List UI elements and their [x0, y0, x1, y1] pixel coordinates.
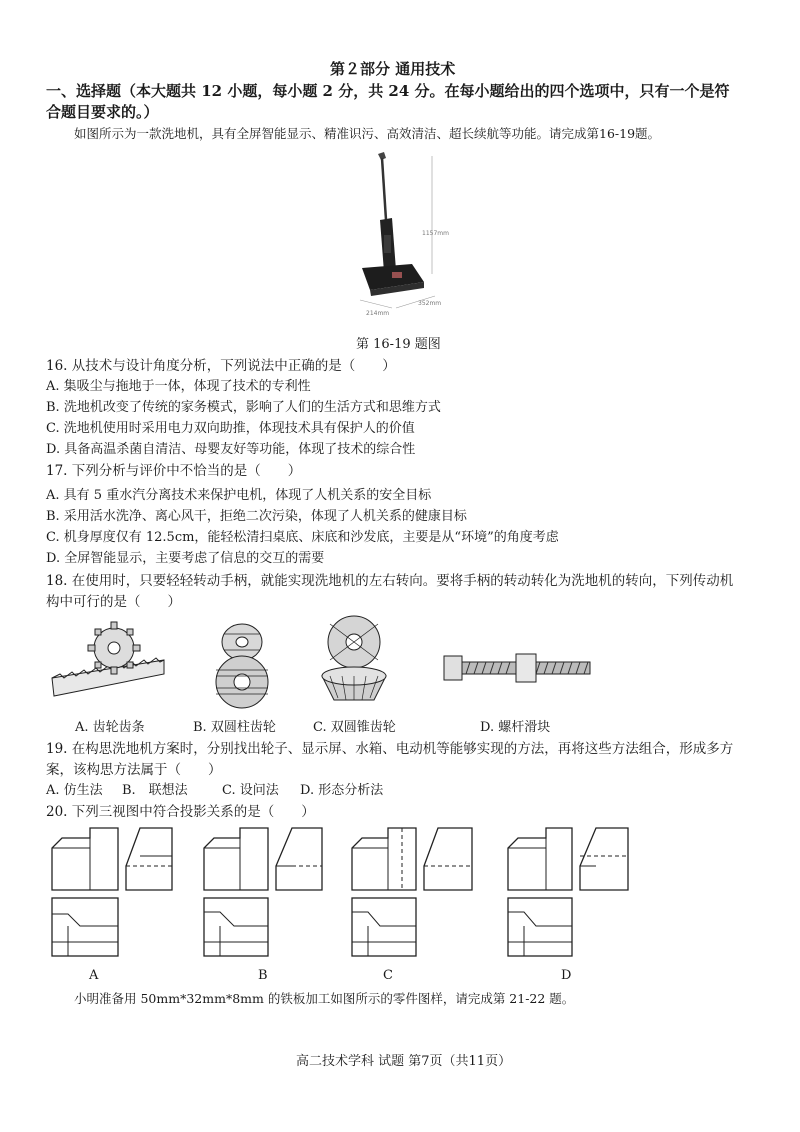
bevel-gears-figure [312, 612, 396, 708]
q18-option-d: D. 螺杆滑块 [480, 720, 551, 735]
intro-text: 如图所示为一款洗地机，具有全屏智能显示、精准识污、高效清洁、超长续航等功能。请完成第16-19题。 [74, 126, 661, 141]
q16-option-b: B. 洗地机改变了传统的家务模式，影响了人们的生活方式和思维方式 [46, 400, 441, 415]
q19-stem-line2: 案，该构思方法属于（ ） [46, 762, 222, 778]
q16-stem: 16. 从技术与设计角度分析，下列说法中正确的是（ ） [46, 358, 396, 374]
dim-height-label: 1157mm [422, 230, 449, 237]
three-view-option-a [52, 828, 172, 956]
three-view-option-d [508, 828, 628, 956]
q16-option-d: D. 具备高温杀菌自清洁、母婴友好等功能，体现了技术的综合性 [46, 442, 416, 457]
page-footer: 高二技术学科 试题 第7页（共11页） [296, 1054, 512, 1069]
q20-label-b: B [258, 968, 268, 983]
q20-label-a: A [89, 968, 99, 983]
q19-option-c: C. 设问法 [222, 783, 279, 798]
q19-option-a: A. 仿生法 [46, 783, 103, 798]
dim-width-label: 352mm [418, 300, 442, 307]
q18-option-c: C. 双圆锥齿轮 [313, 720, 396, 735]
q19-stem-line1: 19. 在构思洗地机方案时，分别找出轮子、显示屏、水箱、电动机等能够实现的方法，再将这些方法组合，形成多方 [46, 741, 734, 757]
q16-option-a: A. 集吸尘与拖地于一体，体现了技术的专利性 [46, 379, 311, 394]
rack-and-pinion-figure [48, 620, 168, 708]
three-view-option-b [204, 828, 322, 956]
q18-option-b: B. 双圆柱齿轮 [193, 720, 276, 735]
q17-stem: 17. 下列分析与评价中不恰当的是（ ） [46, 463, 302, 479]
q19-option-b: B. 联想法 [122, 783, 188, 798]
q20-label-c: C [383, 968, 393, 983]
q20-stem: 20. 下列三视图中符合投影关系的是（ ） [46, 804, 315, 820]
q18-stem-line2: 构中可行的是（ ） [46, 594, 181, 610]
q18-stem-line1: 18. 在使用时，只要轻轻转动手柄，就能实现洗地机的左右转向。要将手柄的转动转化为洗地机的转向，下列传动机 [46, 573, 734, 589]
section-heading-line1: 一、选择题（本大题共 12 小题，每小题 2 分，共 24 分。在每小题给出的四个选项中，只有一个是符 [46, 82, 730, 100]
intro-21-22: 小明准备用 50mm*32mm*8mm 的铁板加工如图所示的零件图样，请完成第 21-22 题。 [74, 991, 575, 1006]
spur-gears-figure [212, 620, 274, 712]
q19-option-d: D. 形态分析法 [300, 783, 384, 798]
q17-option-d: D. 全屏智能显示，主要考虑了信息的交互的需要 [46, 551, 325, 566]
section-heading-line2: 合题目要求的。） [46, 103, 159, 121]
three-view-drawings [0, 826, 800, 966]
q20-label-d: D [561, 968, 572, 983]
q16-option-c: C. 洗地机使用时采用电力双向助推，体现技术具有保护人的价值 [46, 421, 415, 436]
figure1-caption: 第 16-19 题图 [356, 337, 441, 352]
q17-option-c: C. 机身厚度仅有 12.5cm，能轻松清扫桌底、床底和沙发底，主要是从“环境”的角度考虑 [46, 530, 559, 545]
q18-option-a: A. 齿轮齿条 [75, 720, 145, 735]
three-view-option-c [352, 828, 472, 956]
dim-depth-label: 214mm [366, 310, 390, 317]
part-title: 第２部分 通用技术 [330, 60, 456, 78]
screw-slider-figure [440, 648, 600, 688]
q17-option-b: B. 采用活水洗净、离心风干，拒绝二次污染，体现了人机关系的健康目标 [46, 509, 467, 524]
q17-option-a: A. 具有 5 重水汽分离技术来保护电机，体现了人机关系的安全目标 [46, 488, 432, 503]
